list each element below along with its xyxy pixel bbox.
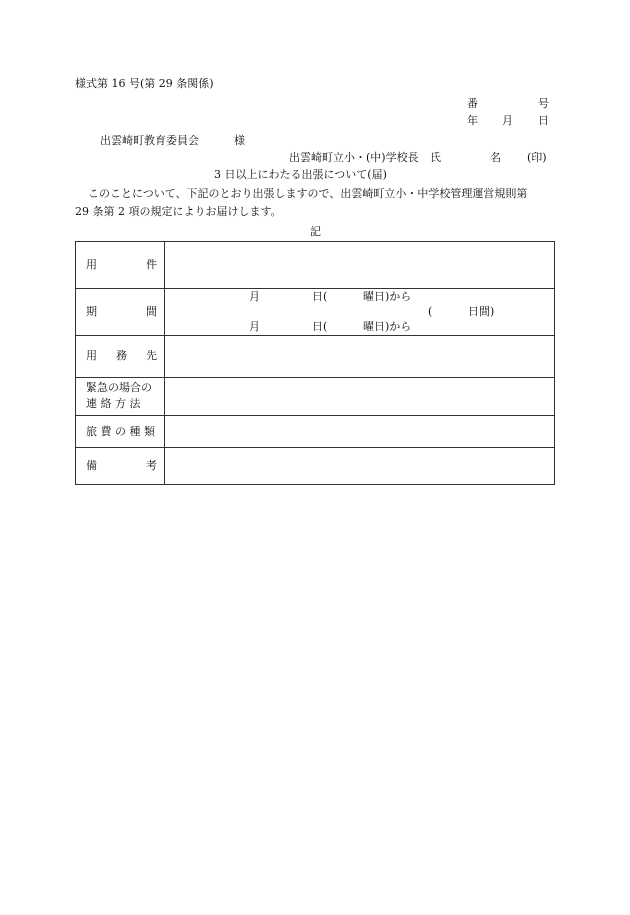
trip-form-table: [75, 241, 555, 485]
period-label-cell: [76, 289, 165, 336]
row-purpose: [76, 242, 555, 289]
destination-label-cell: [76, 336, 165, 378]
date-month: 月: [502, 114, 513, 127]
seal-mark: (印): [527, 151, 547, 164]
row-destination: [76, 336, 555, 378]
remarks-label-b: 考: [146, 459, 157, 472]
addressee-name: 出雲崎町教育委員会: [100, 134, 199, 147]
sender-school: 出雲崎町立小・(中)学校長: [289, 151, 419, 164]
row-emergency-contact: [76, 378, 555, 416]
emergency-label-cell: [76, 378, 165, 416]
destination-value-cell: [165, 336, 555, 378]
period-start-month: 月: [249, 290, 260, 303]
form-number: 様式第 16 号(第 29 条関係): [75, 77, 214, 90]
period-end-weekday: 曜日)から: [363, 320, 412, 333]
period-start-day: 日(: [312, 290, 328, 303]
expense-label: 旅 費 の 種 類: [86, 425, 155, 438]
row-remarks: [76, 448, 555, 485]
emergency-value-cell: [165, 378, 555, 416]
sender-name-label-1: 氏: [430, 151, 441, 164]
row-travel-expense: [76, 416, 555, 448]
document-title: 3 日以上にわたる出張について(届): [214, 168, 387, 181]
period-days-open: (: [428, 305, 433, 318]
purpose-label-b: 件: [146, 258, 157, 271]
number-label: 番: [467, 97, 478, 110]
addressee-honorific: 様: [234, 134, 245, 147]
ki-mark: 記: [310, 225, 321, 238]
emergency-label-line-1: 緊急の場合の: [86, 381, 152, 394]
date-year: 年: [467, 114, 478, 127]
destination-label-c: 先: [146, 349, 157, 362]
remarks-value-cell: [165, 448, 555, 485]
period-start-weekday: 曜日)から: [363, 290, 412, 303]
period-end-day: 日(: [312, 320, 328, 333]
remarks-label-a: 備: [86, 459, 97, 472]
period-days-close: 日間): [468, 305, 495, 318]
expense-value-cell: [165, 416, 555, 448]
period-end-month: 月: [249, 320, 260, 333]
purpose-value-cell: [165, 242, 555, 289]
expense-label-cell: [76, 416, 165, 448]
purpose-label-a: 用: [86, 258, 97, 271]
row-period: [76, 289, 555, 336]
period-label-b: 間: [146, 305, 157, 318]
destination-label-a: 用: [86, 349, 97, 362]
period-value-cell: [165, 289, 555, 336]
remarks-label-cell: [76, 448, 165, 485]
purpose-label-cell: [76, 242, 165, 289]
body-text-line-2: 29 条第 2 項の規定によりお届けします。: [75, 205, 282, 218]
date-day: 日: [538, 114, 549, 127]
destination-label-b: 務: [116, 349, 127, 362]
emergency-label-line-2: 連 絡 方 法: [86, 397, 141, 410]
period-label-a: 期: [86, 305, 97, 318]
number-suffix: 号: [538, 97, 549, 110]
sender-name-label-2: 名: [490, 151, 501, 164]
body-text-line-1: このことについて、下記のとおり出張しますので、出雲崎町立小・中学校管理運営規則第: [88, 187, 528, 200]
